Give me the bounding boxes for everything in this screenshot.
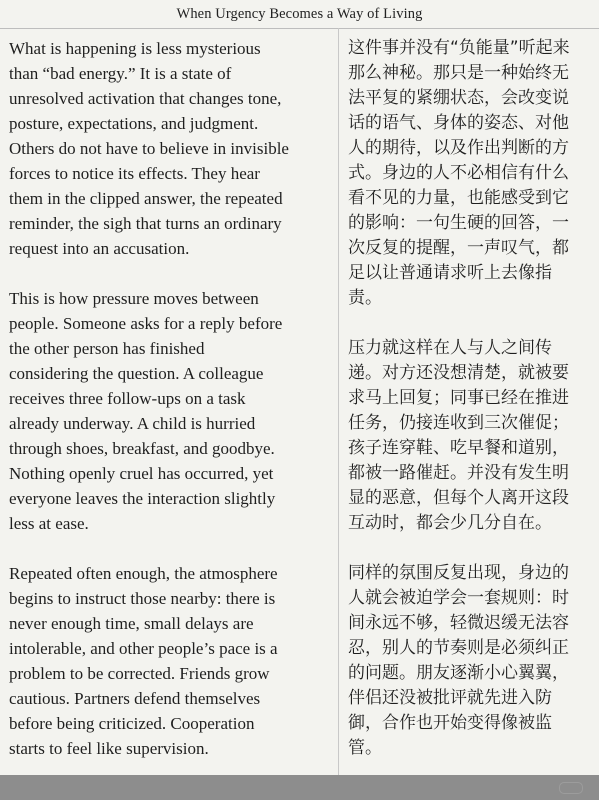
header-divider: [0, 28, 599, 29]
chinese-paragraph-1: 这件事并没有“负能量”听起来 那么神秘。那只是一种始终无 法平复的紧绷状态，会改变说 话的语气、身体的姿态、对他 人的期待，以及作出判断的方 式。身边的人不必相信有什么 看不见的力量，也能感受到它 的影响：一句生硬的回答，一 次反复的提醒，一声叹气，都 足以让普通请求听上去像指 责。: [348, 38, 570, 308]
english-paragraph-1: What is happening is less mysterious than “bad energy.” It is a state of unresolved activation that changes tone, posture, expectations, and judgment. Others do not have to believe in invisible forces to notice its effects. They hear them in the clipped answer, the repeated reminder, the sigh that turns an ordinary request into an accusation.: [9, 39, 289, 258]
page-title: When Urgency Becomes a Way of Living: [176, 6, 423, 22]
watermark-icon: [559, 782, 583, 794]
chinese-paragraph-3: 同样的氛围反复出现，身边的 人就会被迫学会一套规则：时 间永远不够，轻微迟缓无法容 忍，别人的节奏则是必须纠正 的问题。朋友逐渐小心翼翼， 伴侣还没被批评就先进入防 御，合作也开始变得像被监 管。: [348, 563, 569, 758]
english-paragraph-3: Repeated often enough, the atmosphere begins to instruct those nearby: there is never enough time, small delays are intolerable, and other people’s pace is a problem to be corrected. Friends grow cautious. Partners defend themselves before being criticized. Cooperation starts to feel like supervision.: [9, 564, 278, 758]
chinese-paragraph-2: 压力就这样在人与人之间传 递。对方还没想清楚，就被要 求马上回复；同事已经在推进 任务，仍接连收到三次催促； 孩子连穿鞋、吃早餐和道别， 都被一路催赶。并没有发生明 显的恶意，但每个人离开这段 互动时，都会少几分自在。: [348, 338, 569, 533]
bottom-bar: [0, 775, 599, 800]
column-divider: [338, 28, 339, 775]
english-paragraph-2: This is how pressure moves between people. Someone asks for a reply before the other person has finished considering the question. A colleague receives three follow-ups on a task already underway. A child is hurried through shoes, breakfast, and goodbye. Nothing openly cruel has occurred, yet everyone leaves the interaction slightly less at ease.: [9, 289, 283, 533]
